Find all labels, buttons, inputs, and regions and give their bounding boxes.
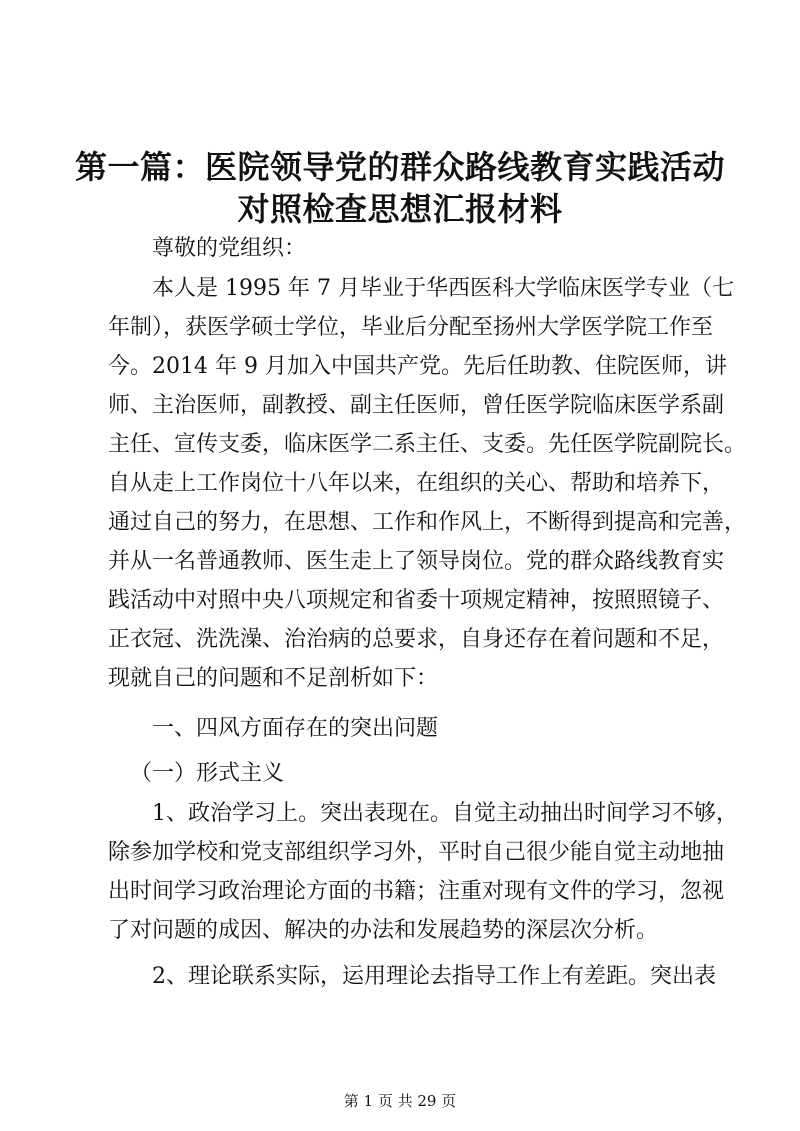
paragraph-1-line: 年制），获医学硕士学位，毕业后分配至扬州大学医学院工作至: [108, 315, 714, 340]
paragraph-1-line: 现就自己的问题和不足剖析如下：: [108, 666, 439, 691]
subsection-heading: （一）形式主义: [130, 761, 285, 786]
paragraph-2-line: 出时间学习政治理论方面的书籍；注重对现有文件的学习，忽视: [108, 879, 725, 904]
document-title-line-2: 对照检查思想汇报材料: [237, 190, 563, 228]
salutation: 尊敬的党组织：: [152, 236, 307, 261]
paragraph-1-line: 今。2014 年 9 月加入中国共产党。先后任助教、住院医师，讲: [108, 354, 727, 379]
paragraph-2-line: 了对问题的成因、解决的办法和发展趋势的深层次分析。: [108, 918, 659, 943]
paragraph-1-line: 主任、宣传支委，临床医学二系主任、支委。先任医学院副院长。: [108, 432, 747, 457]
page-footer: 第 1 页 共 29 页: [343, 1092, 457, 1110]
paragraph-1-line: 师、主治医师，副教授、副主任医师，曾任医学院临床医学系副: [108, 393, 725, 418]
paragraph-2-line: 除参加学校和党支部组织学习外，平时自己很少能自觉主动地抽: [108, 840, 725, 865]
paragraph-1-line: 践活动中对照中央八项规定和省委十项规定精神，按照照镜子、: [108, 588, 725, 613]
paragraph-2-line: 1、政治学习上。突出表现在。自觉主动抽出时间学习不够，: [152, 801, 738, 826]
document-title-line-1: 第一篇：医院领导党的群众路线教育实践活动: [74, 148, 725, 186]
paragraph-3-line: 2、理论联系实际，运用理论去指导工作上有差距。突出表: [152, 964, 716, 989]
paragraph-1-line: 通过自己的努力，在思想、工作和作风上，不断得到提高和完善，: [108, 510, 747, 535]
paragraph-1-line: 本人是 1995 年 7 月毕业于华西医科大学临床医学专业（七: [152, 276, 734, 301]
section-heading: 一、四风方面存在的突出问题: [152, 716, 439, 741]
paragraph-1-line: 自从走上工作岗位十八年以来，在组织的关心、帮助和培养下，: [108, 471, 725, 496]
paragraph-1-line: 并从一名普通教师、医生走上了领导岗位。党的群众路线教育实: [108, 549, 725, 574]
paragraph-1-line: 正衣冠、洗洗澡、治治病的总要求，自身还存在着问题和不足，: [108, 627, 725, 652]
